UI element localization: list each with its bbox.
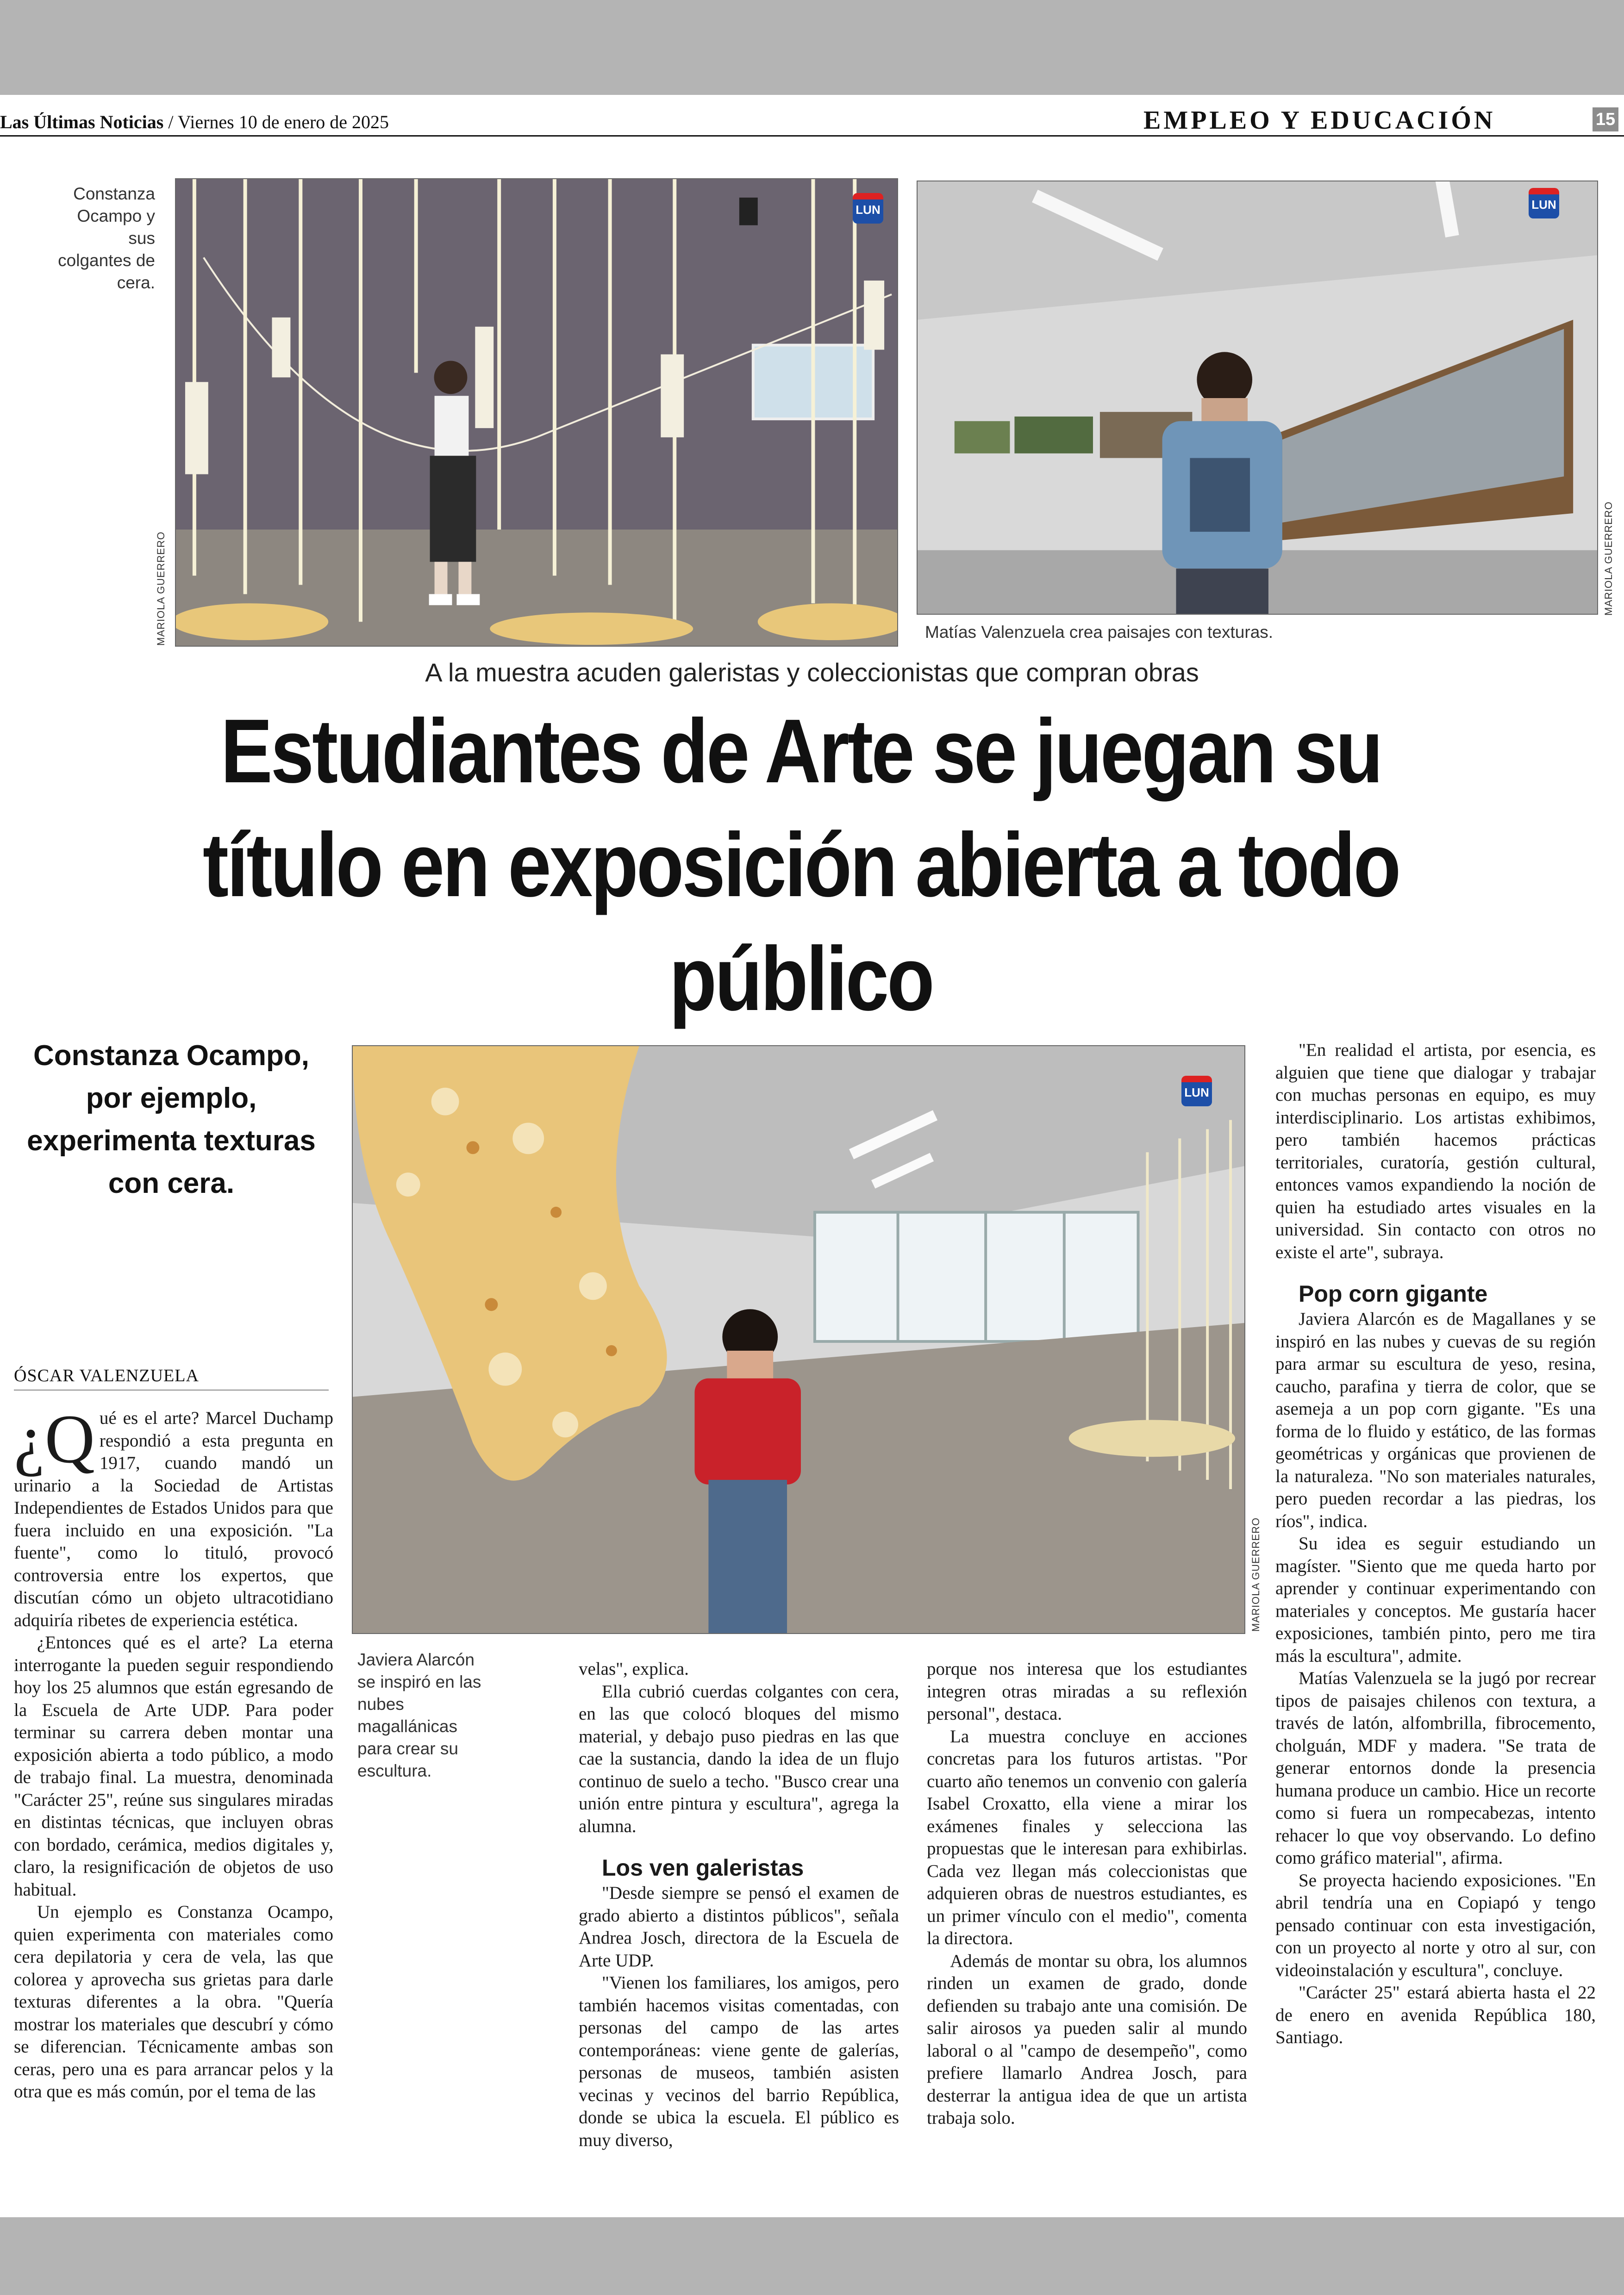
subhead-pop-corn: Pop corn gigante [1299,1281,1488,1307]
paragraph: La muestra concluye en acciones concretas para los futuros artistas. "Por cuarto año tenemos un convenio con galería Isabel Croxatto, ella viene a mirar los exámenes finales y selecciona las propuestas que le interesan para exhibirlas. Cada vez llegan más coleccionistas que adquieren obras de nuestros estudiantes, es un primer vínculo con el medio", comenta la directora. [927,1726,1247,1948]
lun-logo-badge: LUN [1181,1076,1212,1106]
wax-pendants-image [176,179,897,646]
paragraph: Además de montar su obra, los alumnos rinden un examen de grado, donde defienden su trabajo ante una comisión. De salir airosos ya pueden salir al mundo laboral o al "campo de desempeño", como prefiere llamarlo Andrea Josch, para desterrar la antigua idea de que un artista trabaja solo. [927,1951,1247,2128]
paragraph: "Carácter 25" estará abierta hasta el 22 de enero en avenida República 180, Santiago. [1275,1983,1596,2047]
paragraph [14,1401,333,1632]
article-column-1 [14,1401,333,2103]
paragraph: "En realidad el artista, por esencia, es alguien que tiene que dialogar y trabajar con muchas personas en equipo, es muy interdisciplinario. Los artistas exhibimos, pero también hacemos prácticas territoriales, curatoría, gestión cultural, entonces vamos expandiendo la noción de quien ha estudiado artes visuales en la universidad. Sin contacto con otros no existe el arte", subraya. [1275,1040,1596,1262]
paragraph: Javiera Alarcón es de Magallanes y se inspiró en las nubes y cuevas de su región para armar su escultura de yeso, resina, caucho, parafina y tierra de color, que se asemeja a un pop corn gigante. "Es una forma de lo fluido y estático, de las formas geométricas y orgánicas que provienen de la naturaleza. "No son materiales naturales, pero pueden recordar a las piedras, los ríos", indica. [1275,1309,1596,1531]
photo-caption-javiera: Javiera Alarcón se inspiró en las nubes magallánicas para crear su escultura. [357,1650,481,1780]
kicker: A la muestra acuden galeristas y coleccionistas que compran obras [425,658,1199,687]
paragraph: Un ejemplo es Constanza Ocampo, quien experimenta con materiales como cera depilatoria y cera de vela, las que colorea y aprovecha sus grietas para darle texturas diferentes a la obra. "Quería mostrar los materiales que descubrí y cómo se diferencian. Técnicamente ambas son ceras, pero una es para arrancar pelos y la otra que es más común, por el tema de las [14,1902,333,2102]
issue-date: Viernes 10 de enero de 2025 [177,112,389,132]
header-rule [0,135,1624,137]
headline: Estudiantes de Arte se juegan su título en exposición abierta a todo público [202,700,1399,1029]
pull-quote: Constanza Ocampo, por ejemplo, experimenta texturas con cera. [27,1040,316,1199]
photo-matias-landscapes [917,181,1598,615]
paragraph: "Vienen los familiares, los amigos, pero también hacemos visitas comentadas, con personas del campo de las artes contemporáneas: viene gente de galerías, personas de museos, también asisten vecinas y vecinos del barrio República, donde se ubica la escuela. El público es muy diverso, [579,1973,899,2150]
drop-cap: ¿Q [14,1401,95,1478]
paragraph: Ella cubrió cuerdas colgantes con cera, en las que colocó bloques del mismo material, y debajo puso piedras en las que cae la sustancia, dando la idea de un flujo continuo de suelo a techo. "Busco crear una unión entre pintura y escultura", agrega la alumna. [579,1681,899,1836]
article-column-4 [1275,1039,1596,2049]
photo-credit: MARIOLA GUERRERO [155,531,167,646]
paragraph: Se proyecta haciendo exposiciones. "En abril tendría una en Copiapó y tengo pensado continuar con esta investigación, con un proyecto al norte y otro al sur, con videoinstalación y escultura", concluye. [1275,1870,1596,1980]
lun-logo-badge: LUN [853,193,883,224]
paragraph: Matías Valenzuela se la jugó por recrear tipos de paisajes chilenos con textura, a través de latón, alfombrilla, fibrocemento, cholguán, MDF y madera. "Se trata de generar entornos donde la presencia humana produce un cambio. Hice un recorte como si fuera un rompecabezas, intento rehacer lo que voy observando. Lo defino como gráfico material", afirma. [1275,1668,1596,1868]
masthead [0,111,389,133]
byline: ÓSCAR VALENZUELA [14,1366,329,1391]
newspaper-name: Las Últimas Noticias [0,112,164,132]
paragraph: ¿Entonces qué es el arte? La eterna interrogante la pueden seguir respondiendo hoy los 25 alumnos que están egresando de la Escuela de Arte UDP. Para poder terminar su carrera deben montar una exposición abierta a todo público, a modo de trabajo final. La muestra, denominada "Carácter 25", reúne sus singulares miradas en distintas técnicas, que incluyen obras con bordado, cerámica, medios digitales y, claro, la resignificación de objetos de uso habitual. [14,1633,333,1900]
photo-caption-constanza: Constanza Ocampo y sus colgantes de cera. [58,184,155,292]
paragraph-text: ué es el arte? Marcel Duchamp respondió a esta pregunta en 1917, cuando mandó un urinario a la Sociedad de Artistas Independientes de Estados Unidos para que fuera incluido en una exposición. "La fuente", como lo tituló, provocó controversia entre los expertos, que discutían cómo un objeto ultracotidiano adquiría ribetes de experiencia estética. [14,1408,333,1630]
paragraph: "Desde siempre se pensó el examen de grado abierto a distintos públicos", señala Andrea Josch, directora de la Escuela de Arte UDP. [579,1883,899,1971]
article-column-3 [927,1658,1247,2130]
photo-constanza-wax-pendants [175,178,898,647]
page-number: 15 [1593,107,1618,131]
popcorn-sculpture-image [353,1046,1244,1633]
photo-credit: MARIOLA GUERRERO [1603,501,1614,616]
photo-caption-matias: Matías Valenzuela crea paisajes con texturas. [925,623,1274,642]
section-title: EMPLEO Y EDUCACIÓN [1143,106,1496,135]
article-column-2 [579,1658,899,2152]
landscapes-image [918,181,1597,614]
subhead-galeristas: Los ven galeristas [602,1855,804,1881]
photo-credit: MARIOLA GUERRERO [1250,1517,1262,1632]
masthead-separator: / [163,112,178,132]
paragraph: porque nos interesa que los estudiantes integren otras miradas a su reflexión personal", destaca. [927,1659,1247,1724]
paragraph: velas", explica. [579,1659,689,1679]
photo-javiera-sculpture [352,1045,1245,1634]
paragraph: Su idea es seguir estudiando un magíster. "Siento que me queda harto por aprender y continuar experimentando con materiales y conceptos. Me gustaría hacer exposiciones, también pinto, pero me tira más la escultura", admite. [1275,1534,1596,1666]
lun-logo-badge: LUN [1529,188,1559,218]
